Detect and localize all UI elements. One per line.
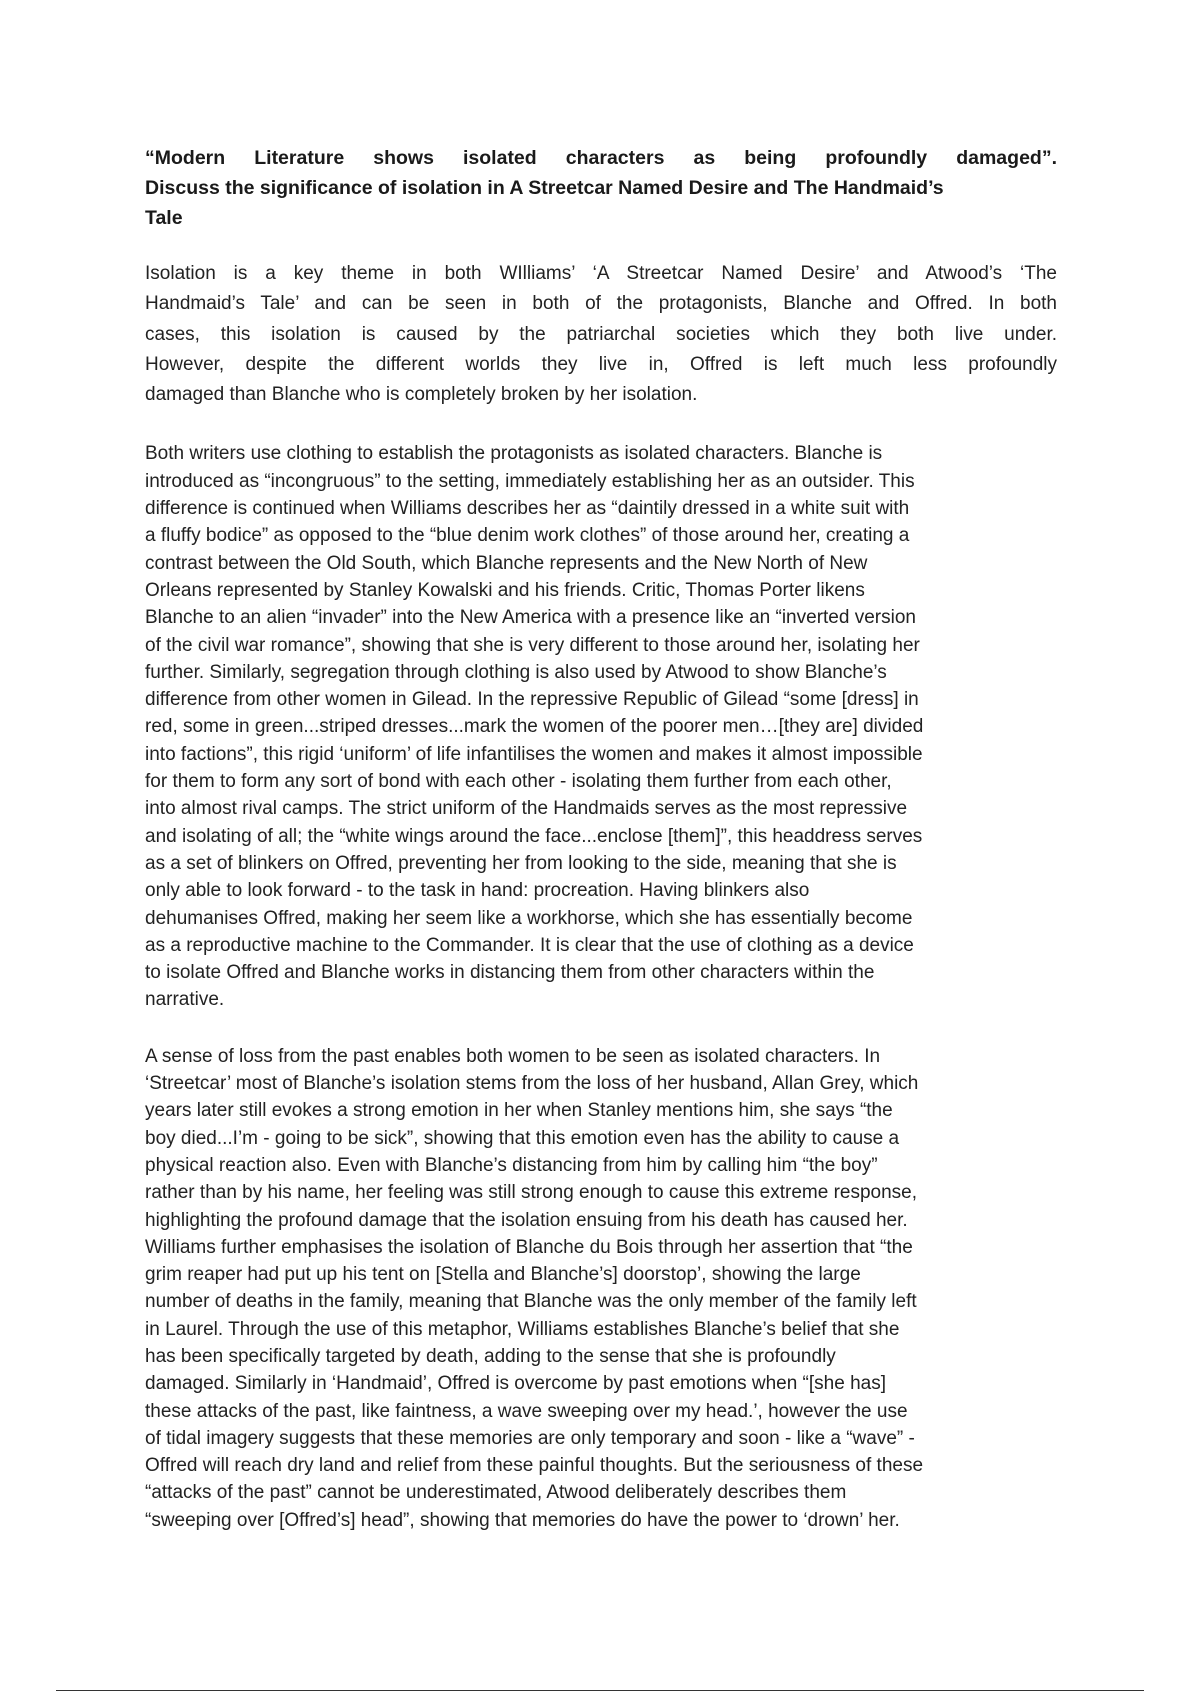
text-line: cases, this isolation is caused by the patriarchal societies which they both live under. (145, 323, 1057, 345)
footer-divider (56, 1690, 1144, 1691)
text-line: has been specifically targeted by death, adding to the sense that she is profoundly (145, 1345, 836, 1367)
text-line: introduced as “incongruous” to the setting, immediately establishing her as an outsider. This (145, 470, 915, 492)
essay-question-title (145, 143, 1057, 233)
text-line: to isolate Offred and Blanche works in distancing them from other characters within the (145, 962, 875, 984)
text-line: of the civil war romance”, showing that she is very different to those around her, isolating her (145, 634, 920, 656)
title-line: Discuss the significance of isolation in A Streetcar Named Desire and The Handmaid’s (145, 177, 944, 199)
text-line: Blanche to an alien “invader” into the New America with a presence like an “inverted version (145, 607, 916, 629)
loss-paragraph (145, 1043, 1057, 1534)
text-line: Orleans represented by Stanley Kowalski and his friends. Critic, Thomas Porter likens (145, 579, 865, 601)
text-line: dehumanises Offred, making her seem like a workhorse, which she has essentially become (145, 907, 913, 929)
text-line: Handmaid’s Tale’ and can be seen in both of the protagonists, Blanche and Offred. In both (145, 293, 1057, 315)
intro-paragraph (145, 259, 1057, 410)
text-line: only able to look forward - to the task in hand: procreation. Having blinkers also (145, 880, 810, 902)
text-line: ‘Streetcar’ most of Blanche’s isolation stems from the loss of her husband, Allan Grey, which (145, 1073, 919, 1095)
text-line: “sweeping over [Offred’s] head”, showing that memories do have the power to ‘drown’ her. (145, 1509, 900, 1531)
text-line: years later still evokes a strong emotion in her when Stanley mentions him, she says “the (145, 1100, 893, 1122)
text-line: boy died...I’m - going to be sick”, showing that this emotion even has the ability to cause a (145, 1127, 900, 1149)
text-line: difference is continued when Williams describes her as “daintily dressed in a white suit with (145, 498, 910, 520)
text-line: into factions”, this rigid ‘uniform’ of life infantilises the women and makes it almost impossible (145, 743, 923, 765)
text-line: these attacks of the past, like faintness, a wave sweeping over my head.’, however the use (145, 1400, 908, 1422)
text-line: of tidal imagery suggests that these memories are only temporary and soon - like a “wave” - (145, 1427, 915, 1449)
title-line: Tale (145, 207, 183, 229)
text-line: red, some in green...striped dresses...mark the women of the poorer men…[they are] divided (145, 716, 924, 738)
text-line: rather than by his name, her feeling was still strong enough to cause this extreme response, (145, 1182, 918, 1204)
text-line: damaged. Similarly in ‘Handmaid’, Offred is overcome by past emotions when “[she has] (145, 1373, 886, 1395)
text-line: “attacks of the past” cannot be underestimated, Atwood deliberately describes them (145, 1482, 847, 1504)
text-line: Williams further emphasises the isolation of Blanche du Bois through her assertion that “the (145, 1236, 913, 1258)
text-line: Both writers use clothing to establish the protagonists as isolated characters. Blanche is (145, 443, 883, 465)
clothing-paragraph (145, 440, 1057, 1013)
text-line: further. Similarly, segregation through clothing is also used by Atwood to show Blanche’s (145, 661, 887, 683)
text-line: as a reproductive machine to the Commander. It is clear that the use of clothing as a device (145, 934, 914, 956)
text-line: difference from other women in Gilead. In the repressive Republic of Gilead “some [dress] in (145, 689, 919, 711)
text-line: A sense of loss from the past enables both women to be seen as isolated characters. In (145, 1045, 881, 1067)
text-line: Offred will reach dry land and relief from these painful thoughts. But the seriousness of these (145, 1455, 924, 1477)
text-line: in Laurel. Through the use of this metaphor, Williams establishes Blanche’s belief that she (145, 1318, 900, 1340)
text-line: Isolation is a key theme in both WIlliams’ ‘A Streetcar Named Desire’ and Atwood’s ‘The (145, 263, 1057, 284)
text-line: However, despite the different worlds they live in, Offred is left much less profoundly (145, 353, 1057, 375)
text-line: contrast between the Old South, which Blanche represents and the New North of New (145, 552, 868, 574)
text-line: for them to form any sort of bond with each other - isolating them further from each other, (145, 771, 892, 793)
text-line: damaged than Blanche who is completely broken by her isolation. (145, 384, 698, 406)
text-line: number of deaths in the family, meaning that Blanche was the only member of the family left (145, 1291, 917, 1313)
text-line: as a set of blinkers on Offred, preventing her from looking to the side, meaning that she is (145, 852, 897, 874)
title-line: “Modern Literature shows isolated characters as being profoundly damaged”. (145, 147, 1057, 169)
text-line: a fluffy bodice” as opposed to the “blue denim work clothes” of those around her, creating a (145, 525, 910, 547)
document-page (145, 143, 1057, 1563)
text-line: narrative. (145, 989, 225, 1011)
text-line: highlighting the profound damage that the isolation ensuing from his death has caused her. (145, 1209, 908, 1231)
text-line: into almost rival camps. The strict uniform of the Handmaids serves as the most repressive (145, 798, 908, 820)
text-line: grim reaper had put up his tent on [Stella and Blanche’s] doorstop’, showing the large (145, 1264, 861, 1286)
text-line: and isolating of all; the “white wings around the face...enclose [them]”, this headdress serves (145, 825, 923, 847)
text-line: physical reaction also. Even with Blanche’s distancing from him by calling him “the boy” (145, 1154, 878, 1176)
